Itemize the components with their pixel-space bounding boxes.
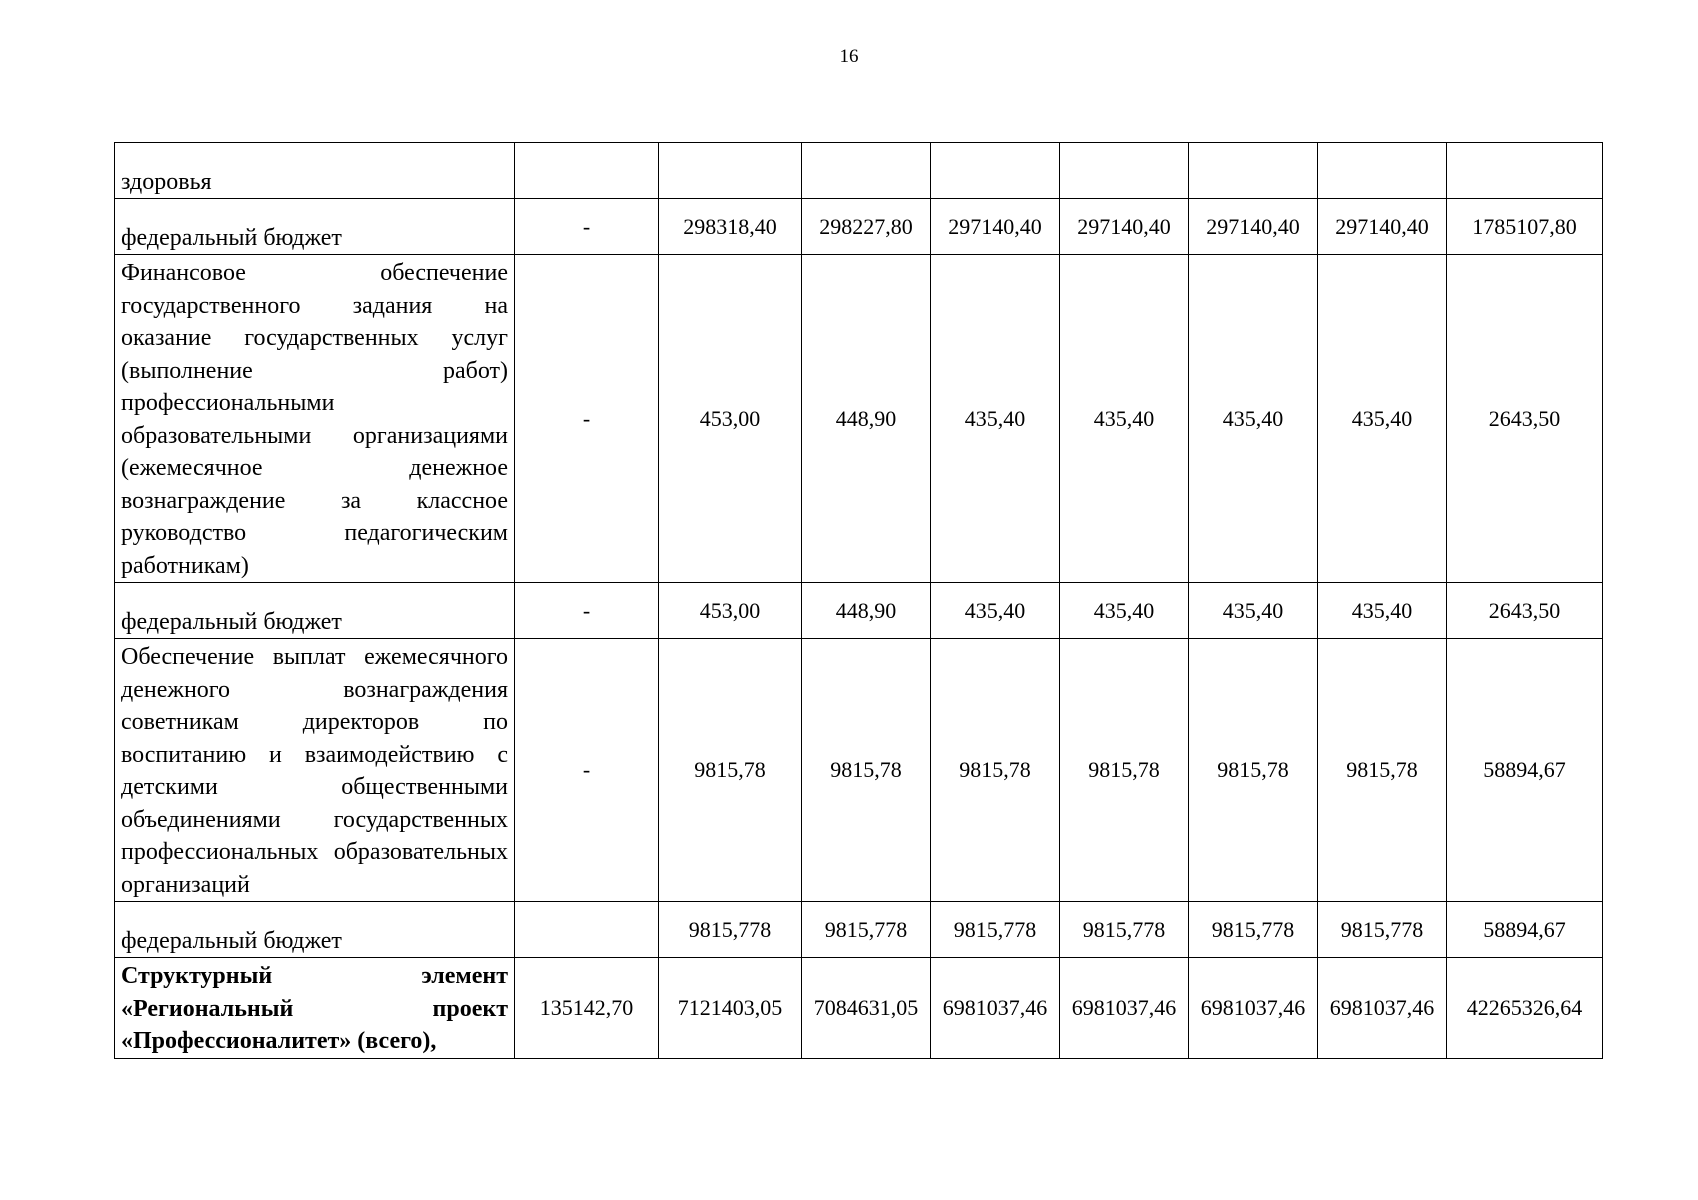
table-cell: 9815,78 xyxy=(1189,639,1318,902)
table-cell: 298318,40 xyxy=(659,199,802,255)
table-cell: 9815,78 xyxy=(802,639,931,902)
row-name: федеральный бюджет xyxy=(115,583,515,639)
table-cell: 453,00 xyxy=(659,255,802,583)
table-cell: 6981037,46 xyxy=(1189,958,1318,1059)
page-number: 16 xyxy=(839,46,859,67)
row-name: федеральный бюджет xyxy=(115,902,515,958)
row-name: Финансовое обеспечение государственного задания на оказание государственных услуг (выполнение работ) профессиональными образовательными организациями (ежемесячное денежное вознаграждение за классное руководство педагогическим работникам) xyxy=(115,255,515,583)
table-cell: 435,40 xyxy=(1189,255,1318,583)
table-row xyxy=(115,639,1603,902)
table-cell: 297140,40 xyxy=(1318,199,1447,255)
table-cell: 9815,778 xyxy=(1060,902,1189,958)
table-cell: 9815,78 xyxy=(1060,639,1189,902)
table-cell: 435,40 xyxy=(931,583,1060,639)
table-cell: 7121403,05 xyxy=(659,958,802,1059)
table-cell: 58894,67 xyxy=(1447,639,1603,902)
table-cell: 9815,778 xyxy=(802,902,931,958)
table-cell: 297140,40 xyxy=(931,199,1060,255)
table-cell: 2643,50 xyxy=(1447,583,1603,639)
table-cell xyxy=(1318,143,1447,199)
table-cell xyxy=(515,143,659,199)
table-cell: 435,40 xyxy=(1318,255,1447,583)
table-cell: - xyxy=(515,255,659,583)
table-cell: 9815,78 xyxy=(1318,639,1447,902)
table-row xyxy=(115,255,1603,583)
table-cell: 9815,78 xyxy=(931,639,1060,902)
table-row xyxy=(115,958,1603,1059)
table-cell: 435,40 xyxy=(1189,583,1318,639)
table-cell: 1785107,80 xyxy=(1447,199,1603,255)
table-cell: 9815,778 xyxy=(1318,902,1447,958)
row-name: федеральный бюджет xyxy=(115,199,515,255)
table-cell: 298227,80 xyxy=(802,199,931,255)
table-cell: 435,40 xyxy=(1318,583,1447,639)
table-cell: 453,00 xyxy=(659,583,802,639)
table-cell: 9815,778 xyxy=(1189,902,1318,958)
table-cell: - xyxy=(515,583,659,639)
table-row xyxy=(115,902,1603,958)
table-cell: 2643,50 xyxy=(1447,255,1603,583)
table-cell: 448,90 xyxy=(802,255,931,583)
table-cell xyxy=(802,143,931,199)
row-name: Обеспечение выплат ежемесячного денежного вознаграждения советникам директоров по воспитанию и взаимодействию с детскими общественными объединениями государственных профессиональных образовательных организаций xyxy=(115,639,515,902)
budget-table xyxy=(114,142,1603,1059)
table-cell: - xyxy=(515,639,659,902)
row-name: Структурный элемент «Региональный проект «Профессионалитет» (всего), xyxy=(115,958,515,1059)
table-cell xyxy=(1060,143,1189,199)
table-cell: 9815,78 xyxy=(659,639,802,902)
table-cell xyxy=(659,143,802,199)
row-name: здоровья xyxy=(115,143,515,199)
table-cell: 6981037,46 xyxy=(1318,958,1447,1059)
table-row xyxy=(115,583,1603,639)
table-cell: 297140,40 xyxy=(1189,199,1318,255)
table-cell: 9815,778 xyxy=(931,902,1060,958)
table-cell: 58894,67 xyxy=(1447,902,1603,958)
table-cell: 435,40 xyxy=(931,255,1060,583)
table-cell: 448,90 xyxy=(802,583,931,639)
table-row xyxy=(115,143,1603,199)
table-cell: 6981037,46 xyxy=(1060,958,1189,1059)
table-cell: - xyxy=(515,199,659,255)
table-cell: 42265326,64 xyxy=(1447,958,1603,1059)
table-cell: 7084631,05 xyxy=(802,958,931,1059)
table-cell: 9815,778 xyxy=(659,902,802,958)
table-cell: 435,40 xyxy=(1060,583,1189,639)
table-cell: 6981037,46 xyxy=(931,958,1060,1059)
table-cell xyxy=(515,902,659,958)
table-cell: 297140,40 xyxy=(1060,199,1189,255)
table-row xyxy=(115,199,1603,255)
table-cell xyxy=(931,143,1060,199)
table-cell: 435,40 xyxy=(1060,255,1189,583)
table-cell xyxy=(1447,143,1603,199)
table-cell xyxy=(1189,143,1318,199)
table-cell: 135142,70 xyxy=(515,958,659,1059)
